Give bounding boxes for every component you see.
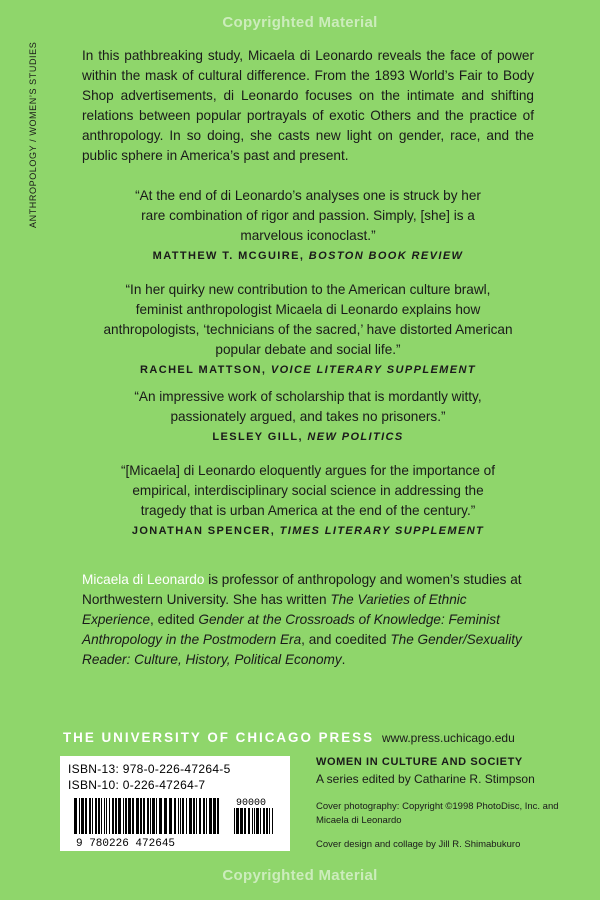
- barcode-bar: [136, 798, 139, 834]
- barcode-addon-bars: [234, 808, 273, 834]
- barcode-bar: [164, 798, 167, 834]
- barcode-bar: [128, 798, 131, 834]
- barcode-graphic: [68, 796, 282, 848]
- bio-author-name: Micaela di Leonardo: [82, 572, 205, 587]
- barcode-bar: [180, 798, 181, 834]
- quote-text: “At the end of di Leonardo’s analyses one is struck by her rare combination of rigor and passion. Simply, [she] is a marvelous iconoclast.”: [135, 188, 481, 243]
- barcode-bar: [193, 798, 195, 834]
- barcode-bar: [272, 808, 273, 834]
- barcode-bar: [156, 798, 157, 834]
- quote-author: MATTHEW T. MCGUIRE,: [152, 250, 305, 262]
- bio-text: .: [341, 652, 346, 667]
- quote-attribution: [82, 431, 534, 443]
- barcode-bar: [199, 798, 201, 834]
- review-quote-2: [82, 280, 534, 376]
- barcode-bar: [206, 798, 207, 834]
- barcode-bar: [266, 808, 268, 834]
- quote-attribution: [82, 250, 534, 262]
- review-quote-3: [82, 387, 534, 443]
- barcode-bar: [217, 798, 219, 834]
- bio-text: , and coedited: [301, 632, 391, 647]
- barcode-bar: [118, 798, 121, 834]
- barcode-addon-digits: 90000: [236, 798, 267, 809]
- quote-author: RACHEL MATTSON,: [140, 364, 267, 376]
- barcode-bar: [152, 798, 155, 834]
- barcode-bar: [85, 798, 87, 834]
- barcode-bar: [132, 798, 134, 834]
- barcode-bar: [98, 798, 100, 834]
- barcode-bar: [174, 798, 176, 834]
- barcode-bar: [89, 798, 91, 834]
- barcode-bar: [209, 798, 212, 834]
- quote-text: “In her quirky new contribution to the American culture brawl, feminist anthropologist Micaela di Leonardo explains how anthropologists, ‘technicians of the sacred,’ have distorted American popular debate and social life.”: [103, 282, 513, 357]
- barcode-bar: [92, 798, 93, 834]
- barcode-bar: [234, 808, 235, 834]
- quote-source: TIMES LITERARY SUPPLEMENT: [279, 525, 485, 537]
- series-info: [316, 756, 566, 786]
- bio-book-title: Gender at the Crossroads of Knowledge: Feminist Anthropology in the Postmodern Era: [82, 612, 500, 647]
- barcode-bar: [203, 798, 205, 834]
- barcode-bar: [169, 798, 172, 834]
- design-credit: Cover design and collage by Jill R. Shimabukuro: [316, 839, 521, 850]
- quote-source: BOSTON BOOK REVIEW: [308, 250, 464, 262]
- barcode-bar: [125, 798, 127, 834]
- isbn-13: ISBN-13: 978-0-226-47264-5: [68, 762, 231, 776]
- series-editor: A series edited by Catharine R. Stimpson: [316, 772, 535, 786]
- barcode-bar: [147, 798, 149, 834]
- watermark-top: Copyrighted Material: [222, 14, 378, 31]
- review-quote-4: [82, 461, 534, 537]
- barcode-bar: [252, 808, 253, 834]
- publisher-bar: [63, 729, 543, 747]
- barcode-bar: [150, 798, 151, 834]
- bio-text: is professor of anthropology and women’s studies at Northwestern University. She has written: [82, 572, 522, 607]
- quote-source: NEW POLITICS: [307, 431, 404, 443]
- barcode-bar: [143, 798, 145, 834]
- barcode-bar: [104, 798, 105, 834]
- barcode-bar: [112, 798, 114, 834]
- barcode-bar: [106, 798, 107, 834]
- barcode-bar: [101, 798, 102, 834]
- barcode-bar: [95, 798, 97, 834]
- quote-attribution: [82, 364, 534, 376]
- barcode-bar: [244, 808, 246, 834]
- barcode-bar: [79, 798, 80, 834]
- barcode-bar: [182, 798, 184, 834]
- barcode-bar: [109, 798, 110, 834]
- barcode-bar: [186, 798, 187, 834]
- barcode-bar: [260, 808, 261, 834]
- publisher-url: www.press.uchicago.edu: [382, 731, 515, 745]
- barcode-bar: [236, 808, 239, 834]
- barcode-digits: 9 780226 472645: [76, 838, 176, 848]
- barcode-bar: [248, 808, 250, 834]
- barcode-bar: [263, 808, 265, 834]
- barcode-bar: [123, 798, 124, 834]
- subject-category-label: ANTHROPOLOGY / WOMEN’S STUDIES: [28, 41, 38, 228]
- quote-author: JONATHAN SPENCER,: [131, 525, 276, 537]
- author-bio: [82, 570, 538, 670]
- bio-book-title: The Varieties of Ethnic Experience: [82, 592, 467, 627]
- series-title: WOMEN IN CULTURE AND SOCIETY: [316, 756, 523, 768]
- barcode-bar: [140, 798, 142, 834]
- barcode-bar: [115, 798, 117, 834]
- barcode-bar: [254, 808, 255, 834]
- quote-attribution: [82, 525, 534, 537]
- quote-text: “An impressive work of scholarship that is mordantly witty, passionately argued, and takes no prisoners.”: [134, 389, 482, 424]
- book-blurb: In this pathbreaking study, Micaela di Leonardo reveals the face of power within the mask of cultural difference. From the 1893 World’s Fair to Body Shop advertisements, di Leonardo focuses on the intimate and shifting relations between popular portrayals of exotic Others and the practice of anthropology. In so doing, she casts new light on gender, race, and the public sphere in America’s past and present.: [82, 48, 534, 163]
- barcode-main-bars: [74, 798, 219, 834]
- photo-credit: Cover photography: Copyright ©1998 PhotoDisc, Inc. and Micaela di Leonardo: [316, 801, 559, 826]
- barcode-bar: [240, 808, 243, 834]
- quote-text: “[Micaela] di Leonardo eloquently argues for the importance of empirical, interdisciplinary social science in addressing the tragedy that is urban America at the end of the century.”: [120, 463, 496, 518]
- barcode-bar: [74, 798, 77, 834]
- review-quote-1: [82, 186, 534, 262]
- publisher-name: THE UNIVERSITY OF CHICAGO PRESS: [63, 730, 375, 745]
- barcode-bar: [189, 798, 192, 834]
- barcode-bar: [81, 798, 84, 834]
- bio-text: , edited: [150, 612, 199, 627]
- barcode-bar: [178, 798, 179, 834]
- barcode-bar: [159, 798, 162, 834]
- bio-book-title: The Gender/Sexuality Reader: Culture, History, Political Economy: [82, 632, 522, 667]
- barcode-bar: [213, 798, 216, 834]
- quote-source: VOICE LITERARY SUPPLEMENT: [270, 364, 476, 376]
- barcode-bar: [256, 808, 259, 834]
- quote-author: LESLEY GILL,: [212, 431, 303, 443]
- barcode-bar: [269, 808, 270, 834]
- isbn-10: ISBN-10: 0-226-47264-7: [68, 778, 206, 792]
- barcode-panel: [60, 756, 290, 851]
- watermark-bottom: Copyrighted Material: [222, 867, 378, 884]
- barcode-bar: [196, 798, 197, 834]
